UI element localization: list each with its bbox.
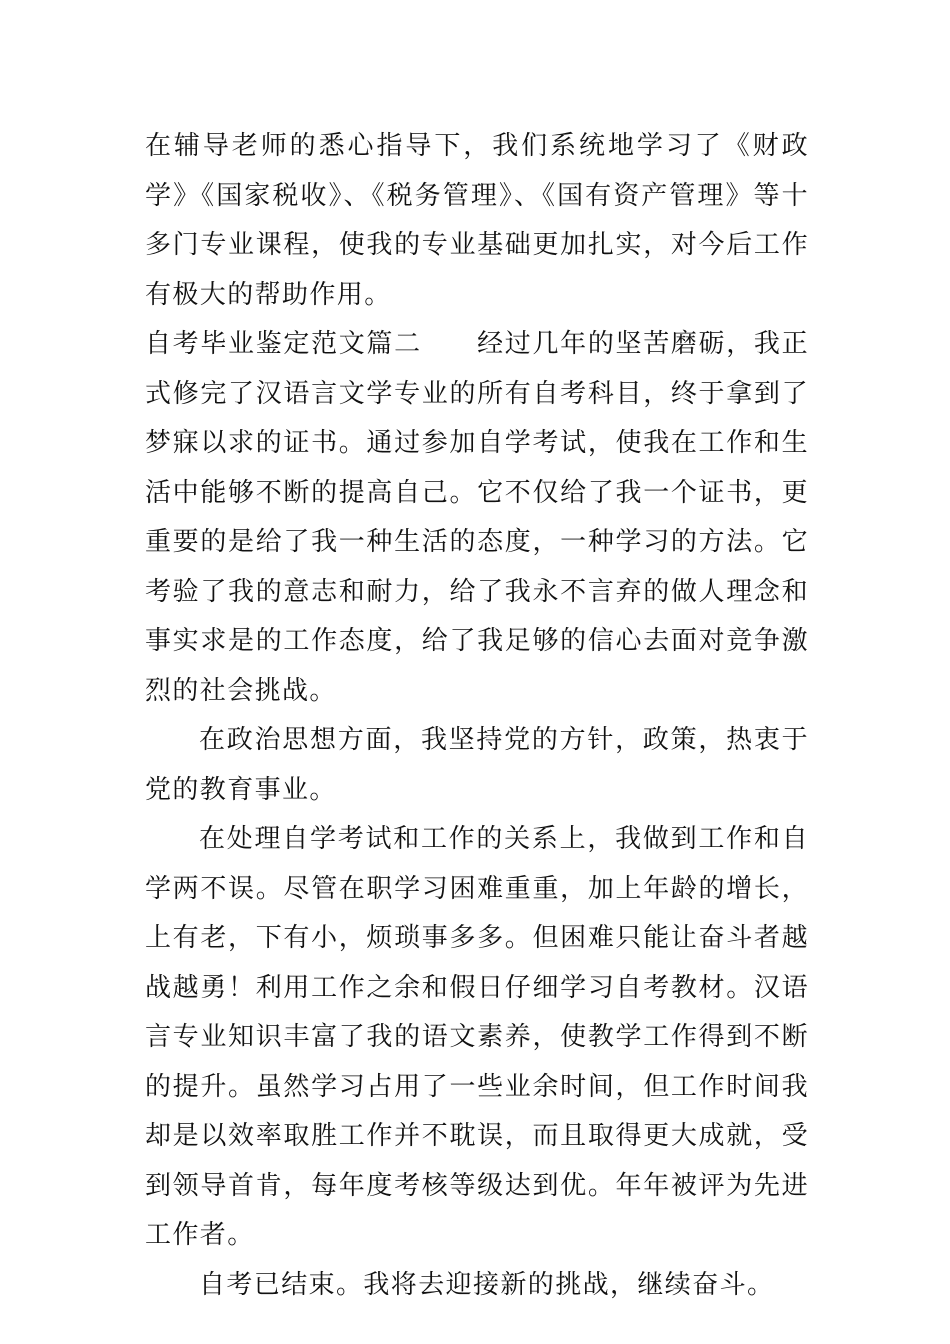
paragraph-work-study-balance: 在处理自学考试和工作的关系上，我做到工作和自学两不误。尽管在职学习困难重重，加上年龄的增长，上有老，下有小，烦琐事多多。但困难只能让奋斗者越战越勇！利用工作之余和假日仔细学习自考教材。汉语言专业知识丰富了我的语文素养，使教学工作得到不断的提升。虽然学习占用了一些业余时间，但工作时间我却是以效率取胜工作并不耽误，而且取得更大成就，受到领导首肯，每年度考核等级达到优。年年被评为先进工作者。 bbox=[145, 824, 809, 1250]
paragraph-political-thought: 在政治思想方面，我坚持党的方针，政策，热衷于党的教育事业。 bbox=[145, 725, 809, 805]
paragraph-courses: 在辅导老师的悉心指导下，我们系统地学习了《财政学》《国家税收》、《税务管理》、《国有资产管理》等十多门专业课程，使我的专业基础更加扎实，对今后工作有极大的帮助作用。 bbox=[145, 131, 809, 310]
document-body bbox=[145, 122, 809, 1310]
paragraph-section-two: 自考毕业鉴定范文篇二 经过几年的坚苦磨砺，我正式修完了汉语言文学专业的所有自考科目，终于拿到了梦寐以求的证书。通过参加自学考试，使我在工作和生活中能够不断的提高自己。它不仅给了我一个证书，更重要的是给了我一种生活的态度，一种学习的方法。它考验了我的意志和耐力，给了我永不言弃的做人理念和事实求是的工作态度，给了我足够的信心去面对竞争激烈的社会挑战。 bbox=[145, 329, 809, 706]
paragraph-conclusion: 自考已结束。我将去迎接新的挑战，继续奋斗。 bbox=[199, 1269, 775, 1300]
